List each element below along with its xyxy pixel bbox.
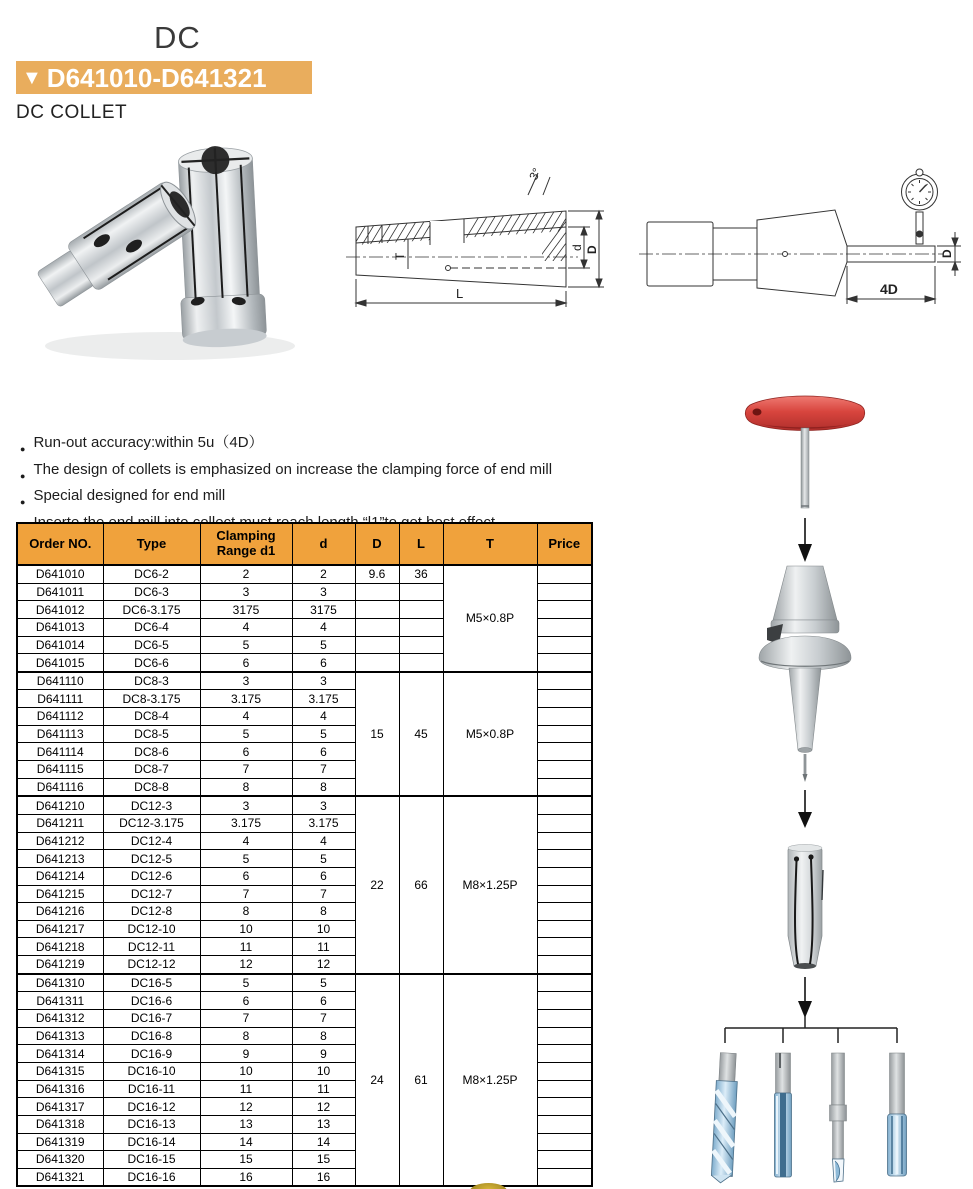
table-cell: 7	[292, 1010, 355, 1028]
order-no-cell: D641321	[17, 1168, 103, 1186]
type-cell: DC16-10	[103, 1062, 200, 1080]
table-cell: 7	[200, 761, 292, 779]
table-cell: 8	[200, 778, 292, 796]
table-cell: 4	[292, 618, 355, 636]
table-cell: 6	[200, 654, 292, 672]
table-cell: 10	[292, 920, 355, 938]
runout-D-label: D	[940, 249, 954, 258]
table-cell: 15	[200, 1151, 292, 1169]
table-cell: 12	[292, 1098, 355, 1116]
table-cell: 9	[200, 1045, 292, 1063]
type-cell: DC16-15	[103, 1151, 200, 1169]
order-no-cell: D641013	[17, 618, 103, 636]
order-no-cell: D641012	[17, 601, 103, 619]
feature-text: The design of collets is emphasized on increase the clamping force of end mill	[33, 460, 553, 478]
type-cell: DC8-6	[103, 743, 200, 761]
spec-table-body	[17, 565, 592, 1186]
arrow-down-icon	[798, 790, 812, 828]
toolholder-image	[745, 558, 865, 830]
type-cell: DC12-12	[103, 956, 200, 974]
range-banner-label: D641010-D641321	[46, 62, 267, 93]
order-no-cell: D641115	[17, 761, 103, 779]
column-header: Price	[537, 523, 592, 565]
order-no-cell: D641011	[17, 583, 103, 601]
order-no-cell: D641211	[17, 814, 103, 832]
bullet-icon: ●	[20, 497, 26, 508]
bracket-connector	[725, 1016, 897, 1043]
price-cell	[537, 654, 592, 672]
table-cell: 5	[200, 725, 292, 743]
D-cell	[355, 654, 399, 672]
type-cell: DC8-8	[103, 778, 200, 796]
collet-product-photo	[30, 138, 315, 366]
price-cell	[537, 778, 592, 796]
L-cell: 45	[399, 672, 443, 796]
table-row	[17, 974, 592, 992]
type-cell: DC16-12	[103, 1098, 200, 1116]
table-cell: 6	[200, 743, 292, 761]
order-no-cell: D641014	[17, 636, 103, 654]
price-cell	[537, 1062, 592, 1080]
D-cell	[355, 601, 399, 619]
reamer-image	[888, 1053, 907, 1176]
table-cell: 11	[200, 938, 292, 956]
table-cell: 7	[200, 885, 292, 903]
table-cell: 8	[292, 778, 355, 796]
order-no-cell: D641214	[17, 867, 103, 885]
table-cell: 10	[200, 1062, 292, 1080]
small-endmill-image	[830, 1053, 847, 1182]
price-cell	[537, 992, 592, 1010]
table-cell: 12	[200, 956, 292, 974]
table-cell: 15	[292, 1151, 355, 1169]
D-cell: 9.6	[355, 565, 399, 583]
order-no-cell: D641319	[17, 1133, 103, 1151]
column-header: D	[355, 523, 399, 565]
table-cell: 10	[292, 1062, 355, 1080]
price-cell	[537, 885, 592, 903]
spec-table	[16, 522, 593, 1187]
table-cell: 3.175	[292, 690, 355, 708]
table-cell: 2	[292, 565, 355, 583]
page-title: DC	[154, 20, 201, 55]
price-cell	[537, 601, 592, 619]
table-cell: 13	[292, 1115, 355, 1133]
type-cell: DC6-2	[103, 565, 200, 583]
order-no-cell: D641210	[17, 796, 103, 814]
table-cell: 8	[292, 1027, 355, 1045]
arrow-down-icon	[798, 977, 812, 1018]
table-cell: 4	[200, 832, 292, 850]
table-cell: 11	[292, 938, 355, 956]
table-cell: 4	[292, 708, 355, 726]
table-cell: 8	[292, 903, 355, 921]
page-subtitle: DC COLLET	[16, 102, 128, 123]
order-no-cell: D641215	[17, 885, 103, 903]
type-cell: DC16-7	[103, 1010, 200, 1028]
price-cell	[537, 1045, 592, 1063]
thread-cell: M5×0.8P	[443, 565, 537, 672]
type-cell: DC16-14	[103, 1133, 200, 1151]
type-cell: DC6-3	[103, 583, 200, 601]
table-cell: 6	[200, 867, 292, 885]
order-no-cell: D641114	[17, 743, 103, 761]
collet-image	[770, 840, 840, 1020]
table-cell: 3	[200, 796, 292, 814]
price-cell	[537, 743, 592, 761]
D-cell: 22	[355, 796, 399, 973]
hex-wrench-image	[740, 392, 870, 564]
order-no-cell: D641314	[17, 1045, 103, 1063]
order-no-cell: D641116	[17, 778, 103, 796]
table-cell: 7	[200, 1010, 292, 1028]
price-cell	[537, 690, 592, 708]
type-cell: DC16-13	[103, 1115, 200, 1133]
L-cell	[399, 583, 443, 601]
table-cell: 11	[200, 1080, 292, 1098]
order-no-cell: D641218	[17, 938, 103, 956]
table-cell: 4	[292, 832, 355, 850]
twist-drill-image	[711, 1053, 739, 1184]
order-no-cell: D641010	[17, 565, 103, 583]
column-header: Order NO.	[17, 523, 103, 565]
column-header: d	[292, 523, 355, 565]
order-no-cell: D641320	[17, 1151, 103, 1169]
type-cell: DC6-5	[103, 636, 200, 654]
table-cell: 5	[200, 850, 292, 868]
table-cell: 11	[292, 1080, 355, 1098]
table-cell: 14	[292, 1133, 355, 1151]
table-row	[17, 672, 592, 690]
table-cell: 5	[292, 725, 355, 743]
L-cell: 36	[399, 565, 443, 583]
price-cell	[537, 1010, 592, 1028]
table-cell: 3.175	[200, 814, 292, 832]
table-cell: 3	[200, 583, 292, 601]
spec-table-header-row	[17, 523, 592, 565]
table-cell: 3.175	[200, 690, 292, 708]
table-cell: 6	[292, 743, 355, 761]
order-no-cell: D641313	[17, 1027, 103, 1045]
leaning-collet	[33, 176, 203, 313]
type-cell: DC16-9	[103, 1045, 200, 1063]
angle-label: 3°	[526, 165, 545, 183]
price-cell	[537, 725, 592, 743]
price-cell	[537, 1168, 592, 1186]
L-cell: 61	[399, 974, 443, 1187]
price-cell	[537, 1151, 592, 1169]
L-label: L	[456, 286, 464, 301]
table-cell: 10	[200, 920, 292, 938]
order-no-cell: D641310	[17, 974, 103, 992]
type-cell: DC8-5	[103, 725, 200, 743]
feature-text: Run-out accuracy:within 5u（4D）	[33, 434, 264, 451]
L-cell	[399, 618, 443, 636]
type-cell: DC8-3	[103, 672, 200, 690]
table-cell: 6	[200, 992, 292, 1010]
table-cell: 3.175	[292, 814, 355, 832]
price-cell	[537, 672, 592, 690]
feature-item	[20, 460, 680, 487]
table-cell: 2	[200, 565, 292, 583]
type-cell: DC8-3.175	[103, 690, 200, 708]
D-cell	[355, 583, 399, 601]
D-cell	[355, 618, 399, 636]
type-cell: DC6-6	[103, 654, 200, 672]
table-cell: 3	[292, 672, 355, 690]
order-no-cell: D641113	[17, 725, 103, 743]
range-banner	[16, 61, 312, 94]
table-cell: 6	[292, 654, 355, 672]
price-cell	[537, 636, 592, 654]
type-cell: DC16-6	[103, 992, 200, 1010]
price-cell	[537, 761, 592, 779]
type-cell: DC8-4	[103, 708, 200, 726]
type-cell: DC16-5	[103, 974, 200, 992]
table-cell: 5	[200, 974, 292, 992]
price-cell	[537, 796, 592, 814]
L-cell	[399, 601, 443, 619]
table-cell: 8	[200, 903, 292, 921]
table-cell: 5	[292, 974, 355, 992]
table-cell: 16	[200, 1168, 292, 1186]
price-cell	[537, 938, 592, 956]
price-cell	[537, 583, 592, 601]
t-label: T	[393, 252, 407, 260]
table-cell: 4	[200, 618, 292, 636]
bullet-icon: ●	[20, 444, 26, 454]
column-header: Type	[103, 523, 200, 565]
type-cell: DC12-7	[103, 885, 200, 903]
d-label: d	[570, 244, 584, 251]
table-cell: 4	[200, 708, 292, 726]
price-cell	[537, 850, 592, 868]
straight-flute-endmill-image	[775, 1053, 792, 1177]
type-cell: DC8-7	[103, 761, 200, 779]
table-cell: 7	[292, 761, 355, 779]
order-no-cell: D641312	[17, 1010, 103, 1028]
table-row	[17, 796, 592, 814]
collet-section-drawing	[338, 165, 628, 315]
table-cell: 9	[292, 1045, 355, 1063]
type-cell: DC16-11	[103, 1080, 200, 1098]
table-cell: 12	[200, 1098, 292, 1116]
type-cell: DC12-10	[103, 920, 200, 938]
feature-item	[20, 433, 680, 460]
order-no-cell: D641311	[17, 992, 103, 1010]
order-no-cell: D641217	[17, 920, 103, 938]
L-cell	[399, 654, 443, 672]
order-no-cell: D641318	[17, 1115, 103, 1133]
table-cell: 3	[200, 672, 292, 690]
price-cell	[537, 618, 592, 636]
table-cell: 8	[200, 1027, 292, 1045]
column-header: T	[443, 523, 537, 565]
price-cell	[537, 1027, 592, 1045]
table-cell: 6	[292, 867, 355, 885]
thread-cell: M8×1.25P	[443, 974, 537, 1187]
table-cell: 5	[292, 850, 355, 868]
column-header: L	[399, 523, 443, 565]
type-cell: DC12-3	[103, 796, 200, 814]
type-cell: DC12-3.175	[103, 814, 200, 832]
price-cell	[537, 1133, 592, 1151]
price-cell	[537, 814, 592, 832]
triangle-down-icon: ▼	[22, 66, 42, 89]
type-cell: DC16-16	[103, 1168, 200, 1186]
type-cell: DC12-11	[103, 938, 200, 956]
endmills-image	[700, 1016, 973, 1189]
order-no-cell: D641111	[17, 690, 103, 708]
upright-collet	[173, 144, 267, 349]
order-no-cell: D641216	[17, 903, 103, 921]
order-no-cell: D641110	[17, 672, 103, 690]
type-cell: DC12-4	[103, 832, 200, 850]
L-cell	[399, 636, 443, 654]
type-cell: DC12-6	[103, 867, 200, 885]
column-header: Clamping Range d1	[200, 523, 292, 565]
D-label: D	[585, 245, 599, 254]
price-cell	[537, 867, 592, 885]
table-cell: 5	[292, 636, 355, 654]
table-cell: 5	[200, 636, 292, 654]
price-cell	[537, 832, 592, 850]
feature-item	[20, 486, 680, 513]
price-cell	[537, 565, 592, 583]
price-cell	[537, 1098, 592, 1116]
spec-table-wrap	[16, 522, 593, 1187]
type-cell: DC6-4	[103, 618, 200, 636]
table-cell: 7	[292, 885, 355, 903]
order-no-cell: D641219	[17, 956, 103, 974]
order-no-cell: D641317	[17, 1098, 103, 1116]
order-no-cell: D641212	[17, 832, 103, 850]
type-cell: DC12-8	[103, 903, 200, 921]
table-cell: 3	[292, 796, 355, 814]
D-cell: 15	[355, 672, 399, 796]
table-cell: 3175	[292, 601, 355, 619]
feature-text: Special designed for end mill	[33, 487, 226, 505]
price-cell	[537, 974, 592, 992]
type-cell: DC12-5	[103, 850, 200, 868]
price-cell	[537, 1080, 592, 1098]
type-cell: DC16-8	[103, 1027, 200, 1045]
order-no-cell: D641015	[17, 654, 103, 672]
price-cell	[537, 903, 592, 921]
price-cell	[537, 956, 592, 974]
runout-test-drawing	[635, 158, 973, 318]
L-cell: 66	[399, 796, 443, 973]
thread-cell: M5×0.8P	[443, 672, 537, 796]
order-no-cell: D641112	[17, 708, 103, 726]
arrow-down-icon	[798, 518, 812, 562]
table-cell: 14	[200, 1133, 292, 1151]
D-cell: 24	[355, 974, 399, 1187]
runout-4D-label: 4D	[880, 281, 898, 297]
order-no-cell: D641316	[17, 1080, 103, 1098]
order-no-cell: D641315	[17, 1062, 103, 1080]
order-no-cell: D641213	[17, 850, 103, 868]
price-cell	[537, 708, 592, 726]
table-cell: 6	[292, 992, 355, 1010]
price-cell	[537, 1115, 592, 1133]
table-cell: 16	[292, 1168, 355, 1186]
thread-cell: M8×1.25P	[443, 796, 537, 973]
table-cell: 12	[292, 956, 355, 974]
price-cell	[537, 920, 592, 938]
type-cell: DC6-3.175	[103, 601, 200, 619]
table-cell: 13	[200, 1115, 292, 1133]
table-row	[17, 565, 592, 583]
D-cell	[355, 636, 399, 654]
bullet-icon: ●	[20, 470, 26, 481]
table-cell: 3	[292, 583, 355, 601]
table-cell: 3175	[200, 601, 292, 619]
